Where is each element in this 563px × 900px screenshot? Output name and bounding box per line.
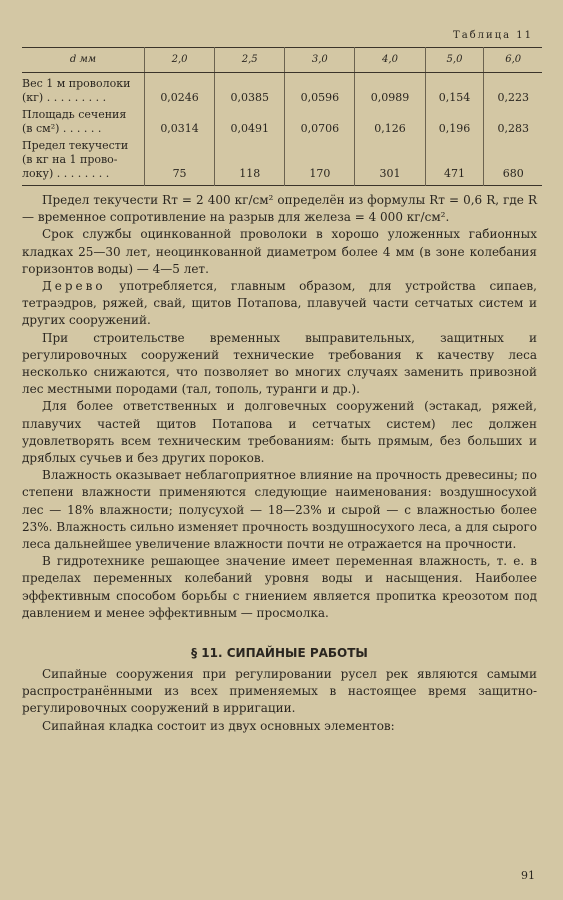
row-label-line: (в кг на 1 прово- (22, 153, 118, 166)
table-cell: 680 (484, 136, 542, 186)
table-cell: 170 (285, 136, 355, 186)
table-cell: 0,283 (484, 105, 542, 136)
table-cell: 0,126 (355, 105, 425, 136)
paragraph: Сипайная кладка состоит из двух основных элементов: (42, 718, 395, 733)
table-cell: 0,0385 (215, 73, 285, 106)
table-cell: 0,0491 (215, 105, 285, 136)
table-cell: 75 (145, 136, 215, 186)
paragraph (22, 278, 537, 330)
table-header-row (22, 48, 542, 73)
wire-properties-table (22, 47, 542, 186)
row-label-line: Предел текучести (22, 139, 129, 152)
header-cell: 6,0 (484, 48, 542, 73)
paragraph: Предел текучести Rт = 2 400 кг/см² определён из формулы Rт = 0,6 R, где R — временное сопротивление на разрыв для железа = 4 000 кг/см². (22, 193, 537, 225)
header-cell: 2,0 (145, 48, 215, 73)
row-label (22, 73, 145, 106)
paragraph: При строительстве временных выправительных, защитных и регулировочных сооружений технические требования к качеству леса несколько снижаются, что позволяет во многих случаях заменить привозной лес местными породами (тал, тополь, туранги и др.). (22, 330, 537, 397)
body-text (22, 192, 537, 622)
paragraph: Влажность оказывает неблагоприятное влияние на прочность древесины; по степени влажности применяются следующие наименования: воздушносухой лес — 18% влажности; полусухой — 18—23% и сырой — с влажностью более 23%. Влажность сильно изменяет прочность воздушносухого леса, а для сырого леса дальнейшее увеличение влажности почти не отражается на прочности. (22, 468, 537, 552)
header-cell: 5,0 (425, 48, 484, 73)
table-cell: 0,0314 (145, 105, 215, 136)
table-cell: 0,0246 (145, 73, 215, 106)
row-label-line: (в см²) . . . . . . (22, 122, 102, 135)
table-cell: 0,196 (425, 105, 484, 136)
header-cell: 3,0 (285, 48, 355, 73)
row-label-line: Площадь сечения (22, 108, 127, 121)
row-label (22, 105, 145, 136)
table-row (22, 136, 542, 186)
row-label-line: локу) . . . . . . . . (22, 167, 110, 180)
table-cell: 0,223 (484, 73, 542, 106)
row-label-line: (кг) . . . . . . . . . (22, 91, 107, 104)
paragraph: Срок службы оцинкованной проволоки в хорошо уложенных габионных кладках 25—30 лет, неоцинкованной диаметром более 4 мм (в зоне колебания горизонтов воды) — 4—5 лет. (22, 227, 537, 276)
row-label (22, 136, 145, 186)
header-cell: 2,5 (215, 48, 285, 73)
table-row (22, 105, 542, 136)
table-cell: 301 (355, 136, 425, 186)
emphasized-term: Дерево (42, 279, 106, 294)
table-cell: 471 (425, 136, 484, 186)
table-cell: 0,0596 (285, 73, 355, 106)
table-cell: 0,0989 (355, 73, 425, 106)
header-cell: 4,0 (355, 48, 425, 73)
header-cell: d мм (22, 48, 145, 73)
paragraph: Сипайные сооружения при регулировании русел рек являются самыми распространёнными из всех применяемых в настоящее время защитно-регулировочных сооружений в ирригации. (22, 667, 537, 716)
table-caption: Таблица 11 (453, 30, 533, 41)
page-number: 91 (521, 869, 535, 882)
table-cell: 0,0706 (285, 105, 355, 136)
paragraph: В гидротехнике решающее значение имеет переменная влажность, т. е. в пределах переменных колебаний уровня воды и насыщения. Наиболее эффективным способом борьбы с гниением является пропитка креозотом под давлением и менее эффективным — просмолка. (22, 554, 537, 620)
paragraph-text: употребляется, главным образом, для устройства сипаев, тетраэдров, ряжей, свай, щитов Потапова, плавучей части сетчатых систем и других сооружений. (22, 279, 537, 328)
table-cell: 118 (215, 136, 285, 186)
section-title: § 11. СИПАЙНЫЕ РАБОТЫ (191, 646, 368, 661)
section-body (22, 666, 537, 735)
table-cell: 0,154 (425, 73, 484, 106)
paragraph: Для более ответственных и долговечных сооружений (эстакад, ряжей, плавучих частей щитов Потапова и сетчатых систем) лес должен удовлетворять всем техническим требованиям: быть прямым, без больших и дряблых сучьев и без других пороков. (22, 399, 537, 466)
row-label-line: Вес 1 м проволоки (22, 77, 131, 90)
table-row (22, 73, 542, 106)
